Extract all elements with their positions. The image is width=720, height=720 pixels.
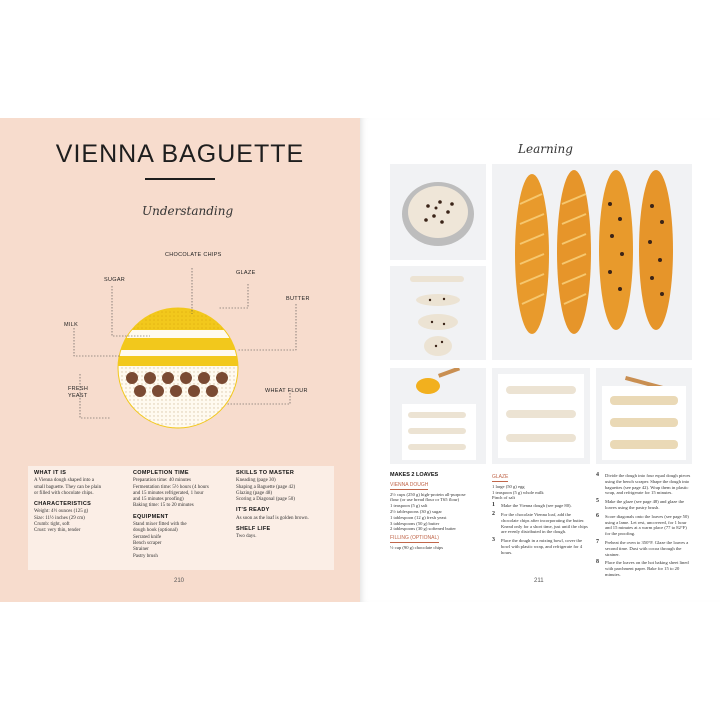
- recipe-column-2: [492, 473, 588, 559]
- step-5: 5 Make the glaze (see page 48) and glaze the loaves using the pastry brush.: [596, 498, 685, 510]
- section-heading-learning: Learning: [518, 142, 573, 156]
- label-chocolate-chips: CHOCOLATE CHIPS: [165, 252, 222, 258]
- photo-dough-bowl: [390, 164, 486, 260]
- page-number-left: 210: [174, 578, 185, 584]
- text-its-ready: As soon as the loaf is golden brown.: [236, 515, 309, 521]
- text-skills: Kneading (page 30) Shaping a Baguette (page 42) Glazing (page 48) Scoring a Diagonal (page 50): [236, 478, 296, 503]
- heading-characteristics: CHARACTERISTICS: [34, 501, 92, 508]
- step-3: 3 Place the dough in a mixing bowl, cover the bowl with plastic wrap, and refrigerate for 4 hours.: [492, 537, 583, 555]
- heading-makes-loaves: MAKES 2 LOAVES: [390, 472, 439, 478]
- page-title: VIENNA BAGUETTE: [55, 140, 305, 168]
- left-page: [0, 118, 360, 602]
- label-milk: MILK: [64, 322, 79, 328]
- text-shelf-life: Two days.: [236, 534, 257, 540]
- book-spread: [0, 118, 720, 602]
- title-underline: [145, 178, 215, 180]
- heading-what-it-is: WHAT IT IS: [34, 470, 67, 476]
- photo-glazed-baguettes: [596, 368, 692, 464]
- photo-finished-baguettes: [492, 164, 692, 360]
- ingredient-diagram: [0, 238, 360, 458]
- label-wheat-flour: WHEAT FLOUR: [265, 388, 308, 394]
- text-completion-time: Preparation time: 40 minutes Fermentation time: 5½ hours (4 hours and 15 minutes refrigerated, 1 hour and 15 minutes proofing) Baking time: 15 to 20 minutes: [133, 478, 209, 509]
- step-4: 4 Divide the dough into four equal dough pieces using the bench scraper. Shape the dough into baguettes (see page 42). Wrap them in plastic wrap, and refrigerate for 15 minutes.: [596, 472, 691, 496]
- text-what-it-is: A Vienna dough shaped into a small baguette. They can be plain or filled with chocolate chips.: [34, 478, 102, 496]
- photo-shaping-steps: [390, 266, 486, 360]
- text-characteristics: Weight: 4½ ounces (125 g) Size: 11½ inches (29 cm) Crumb: tight, soft Crust: very thin, tender: [34, 509, 89, 534]
- photo-raw-baguettes-egg: [390, 368, 486, 464]
- step-7: 7 Preheat the oven to 350°F. Glaze the loaves a second time. Dust with cocoa through the strainer.: [596, 538, 689, 557]
- text-equipment: Stand mixer fitted with the dough hook (optional) Serrated knife Bench scraper Strainer Pastry brush: [133, 522, 187, 559]
- step-1: 1 Make the Vienna dough (see page 80).: [492, 502, 572, 509]
- label-fresh-yeast: FRESH YEAST: [68, 386, 89, 399]
- label-butter: BUTTER: [286, 296, 310, 302]
- info-box: [28, 466, 334, 570]
- subheading-vienna-dough: VIENNA DOUGH: [390, 481, 429, 488]
- diagram-circle: [110, 298, 250, 448]
- recipe-column-1: [390, 473, 486, 553]
- info-column-3: [236, 470, 332, 545]
- heading-skills: SKILLS TO MASTER: [236, 470, 295, 476]
- text-filling: ½ cup (90 g) chocolate chips: [390, 544, 444, 550]
- step-2: 2 For the chocolate Vienna loaf, add the chocolate chips after incorporating the butter. Knead only for a short time, just until the chips are evenly distributed in the dough.: [492, 510, 588, 535]
- subheading-glaze: GLAZE: [492, 474, 509, 480]
- subheading-filling: FILLING (OPTIONAL): [390, 535, 439, 542]
- section-heading-understanding: Understanding: [142, 204, 234, 218]
- text-vienna-dough: 2½ cups (250 g) high-protein all-purpose flour (or use bread flour or T65 flour) 1 teaspoon (5 g) salt 2½ tablespoons (30 g) sugar 1 tablespoon (12 g) fresh yeast 3 tablespoons (50 g) butter 2 tablespoons (30 g) softened butter: [390, 491, 466, 532]
- right-page: [360, 118, 720, 602]
- text-glaze: 1 large (50 g) egg 1 teaspoon (5 g) whole milk Pinch of salt: [492, 483, 544, 501]
- heading-its-ready: IT'S READY: [236, 507, 270, 514]
- step-6: 6 Score diagonals onto the loaves (see page 50) using a lame. Let rest, uncovered, for 1 hour and 15 minutes at a warm place (77 to 82°F) for the proofing.: [596, 512, 689, 537]
- heading-shelf-life: SHELF LIFE: [236, 526, 271, 533]
- heading-equipment: EQUIPMENT: [133, 513, 169, 520]
- info-column-2: [133, 470, 231, 564]
- photo-scored-baguettes: [492, 368, 590, 464]
- info-column-1: [34, 470, 124, 539]
- step-8: 8 Place the loaves on the hot baking sheet lined with parchment paper. Bake for 15 to 20 minutes.: [596, 559, 689, 577]
- recipe-column-3: [596, 473, 692, 581]
- label-glaze: GLAZE: [236, 270, 256, 276]
- page-number-right: 211: [534, 578, 544, 584]
- baguette-group: [515, 170, 673, 334]
- label-sugar: SUGAR: [104, 277, 126, 283]
- heading-completion-time: COMPLETION TIME: [133, 470, 189, 476]
